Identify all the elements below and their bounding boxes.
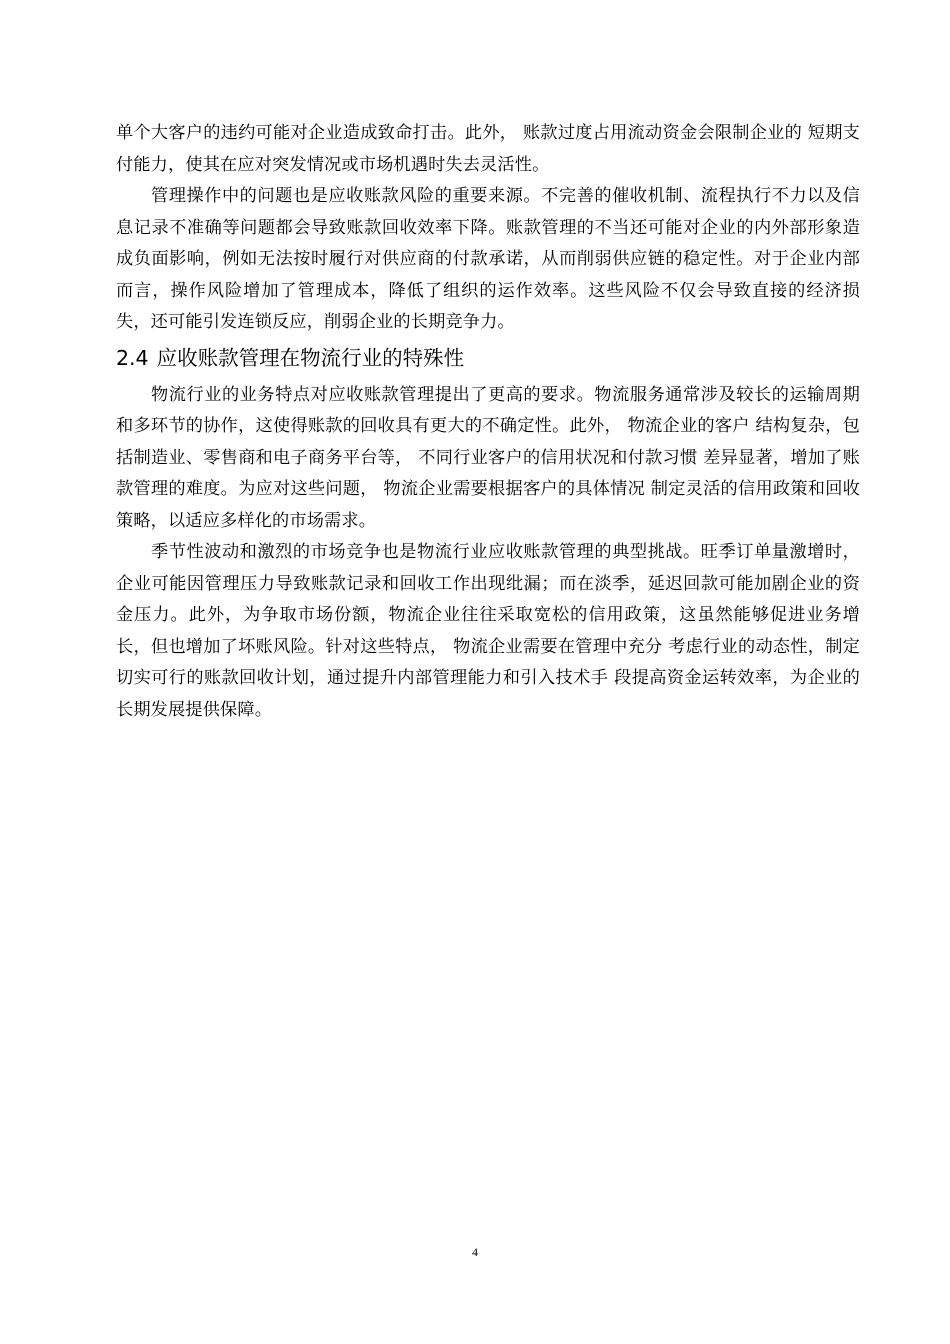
paragraph-operational-risk: 管理操作中的问题也是应收账款风险的重要来源。不完善的催收机制、流程执行不力以及信息记录不准确等问题都会导致账款回收效率下降。账款管理的不当还可能对企业的内外部形象造成负面影响，例如无法按时履行对供应商的付款承诺，从而削弱供应链的稳定性。对于企业内部而言，操作风险增加了管理成本，降低了组织的运作效率。这些风险不仅会导致直接的经济损失，还可能引发连锁反应，削弱企业的长期竞争力。 — [116, 186, 860, 332]
section-heading — [116, 342, 860, 374]
paragraph-seasonal-challenges: 季节性波动和激烈的市场竞争也是物流行业应收账款管理的典型挑战。旺季订单量激增时，企业可能因管理压力导致账款记录和回收工作出现纰漏；而在淡季，延迟回款可能加剧企业的资金压力。此外，为争取市场份额，物流企业往往采取宽松的信用政策，这虽然能够促进业务增长，但也增加了坏账风险。针对这些特点， 物流企业需要在管理中充分 考虑行业的动态性，制定切实可行的账款回收计划，通过提升内部管理能力和引入技术手 段提高资金运转效率，为企业的长期发展提供保障。 — [116, 542, 860, 720]
paragraph-industry-characteristics: 物流行业的业务特点对应收账款管理提出了更高的要求。物流服务通常涉及较长的运输周期和多环节的协作，这使得账款的回收具有更大的不确定性。此外， 物流企业的客户 结构复杂，包括制造业、零售商和电子商务平台等， 不同行业客户的信用状况和付款习惯 差异显著，增加了账款管理的难度。为应对这些问题， 物流企业需要根据客户的具体情况 制定灵活的信用政策和回收策略，以适应多样化的市场需求。 — [116, 384, 860, 531]
section-number: 2.4 — [116, 345, 149, 370]
page-number: 4 — [472, 1245, 478, 1259]
page-body — [116, 118, 860, 726]
section-title: 应收账款管理在物流行业的特殊性 — [156, 345, 465, 370]
paragraph-continuation: 单个大客户的违约可能对企业造成致命打击。此外， 账款过度占用流动资金会限制企业的 短期支付能力，使其在应对突发情况或市场机遇时失去灵活性。 — [116, 123, 860, 175]
